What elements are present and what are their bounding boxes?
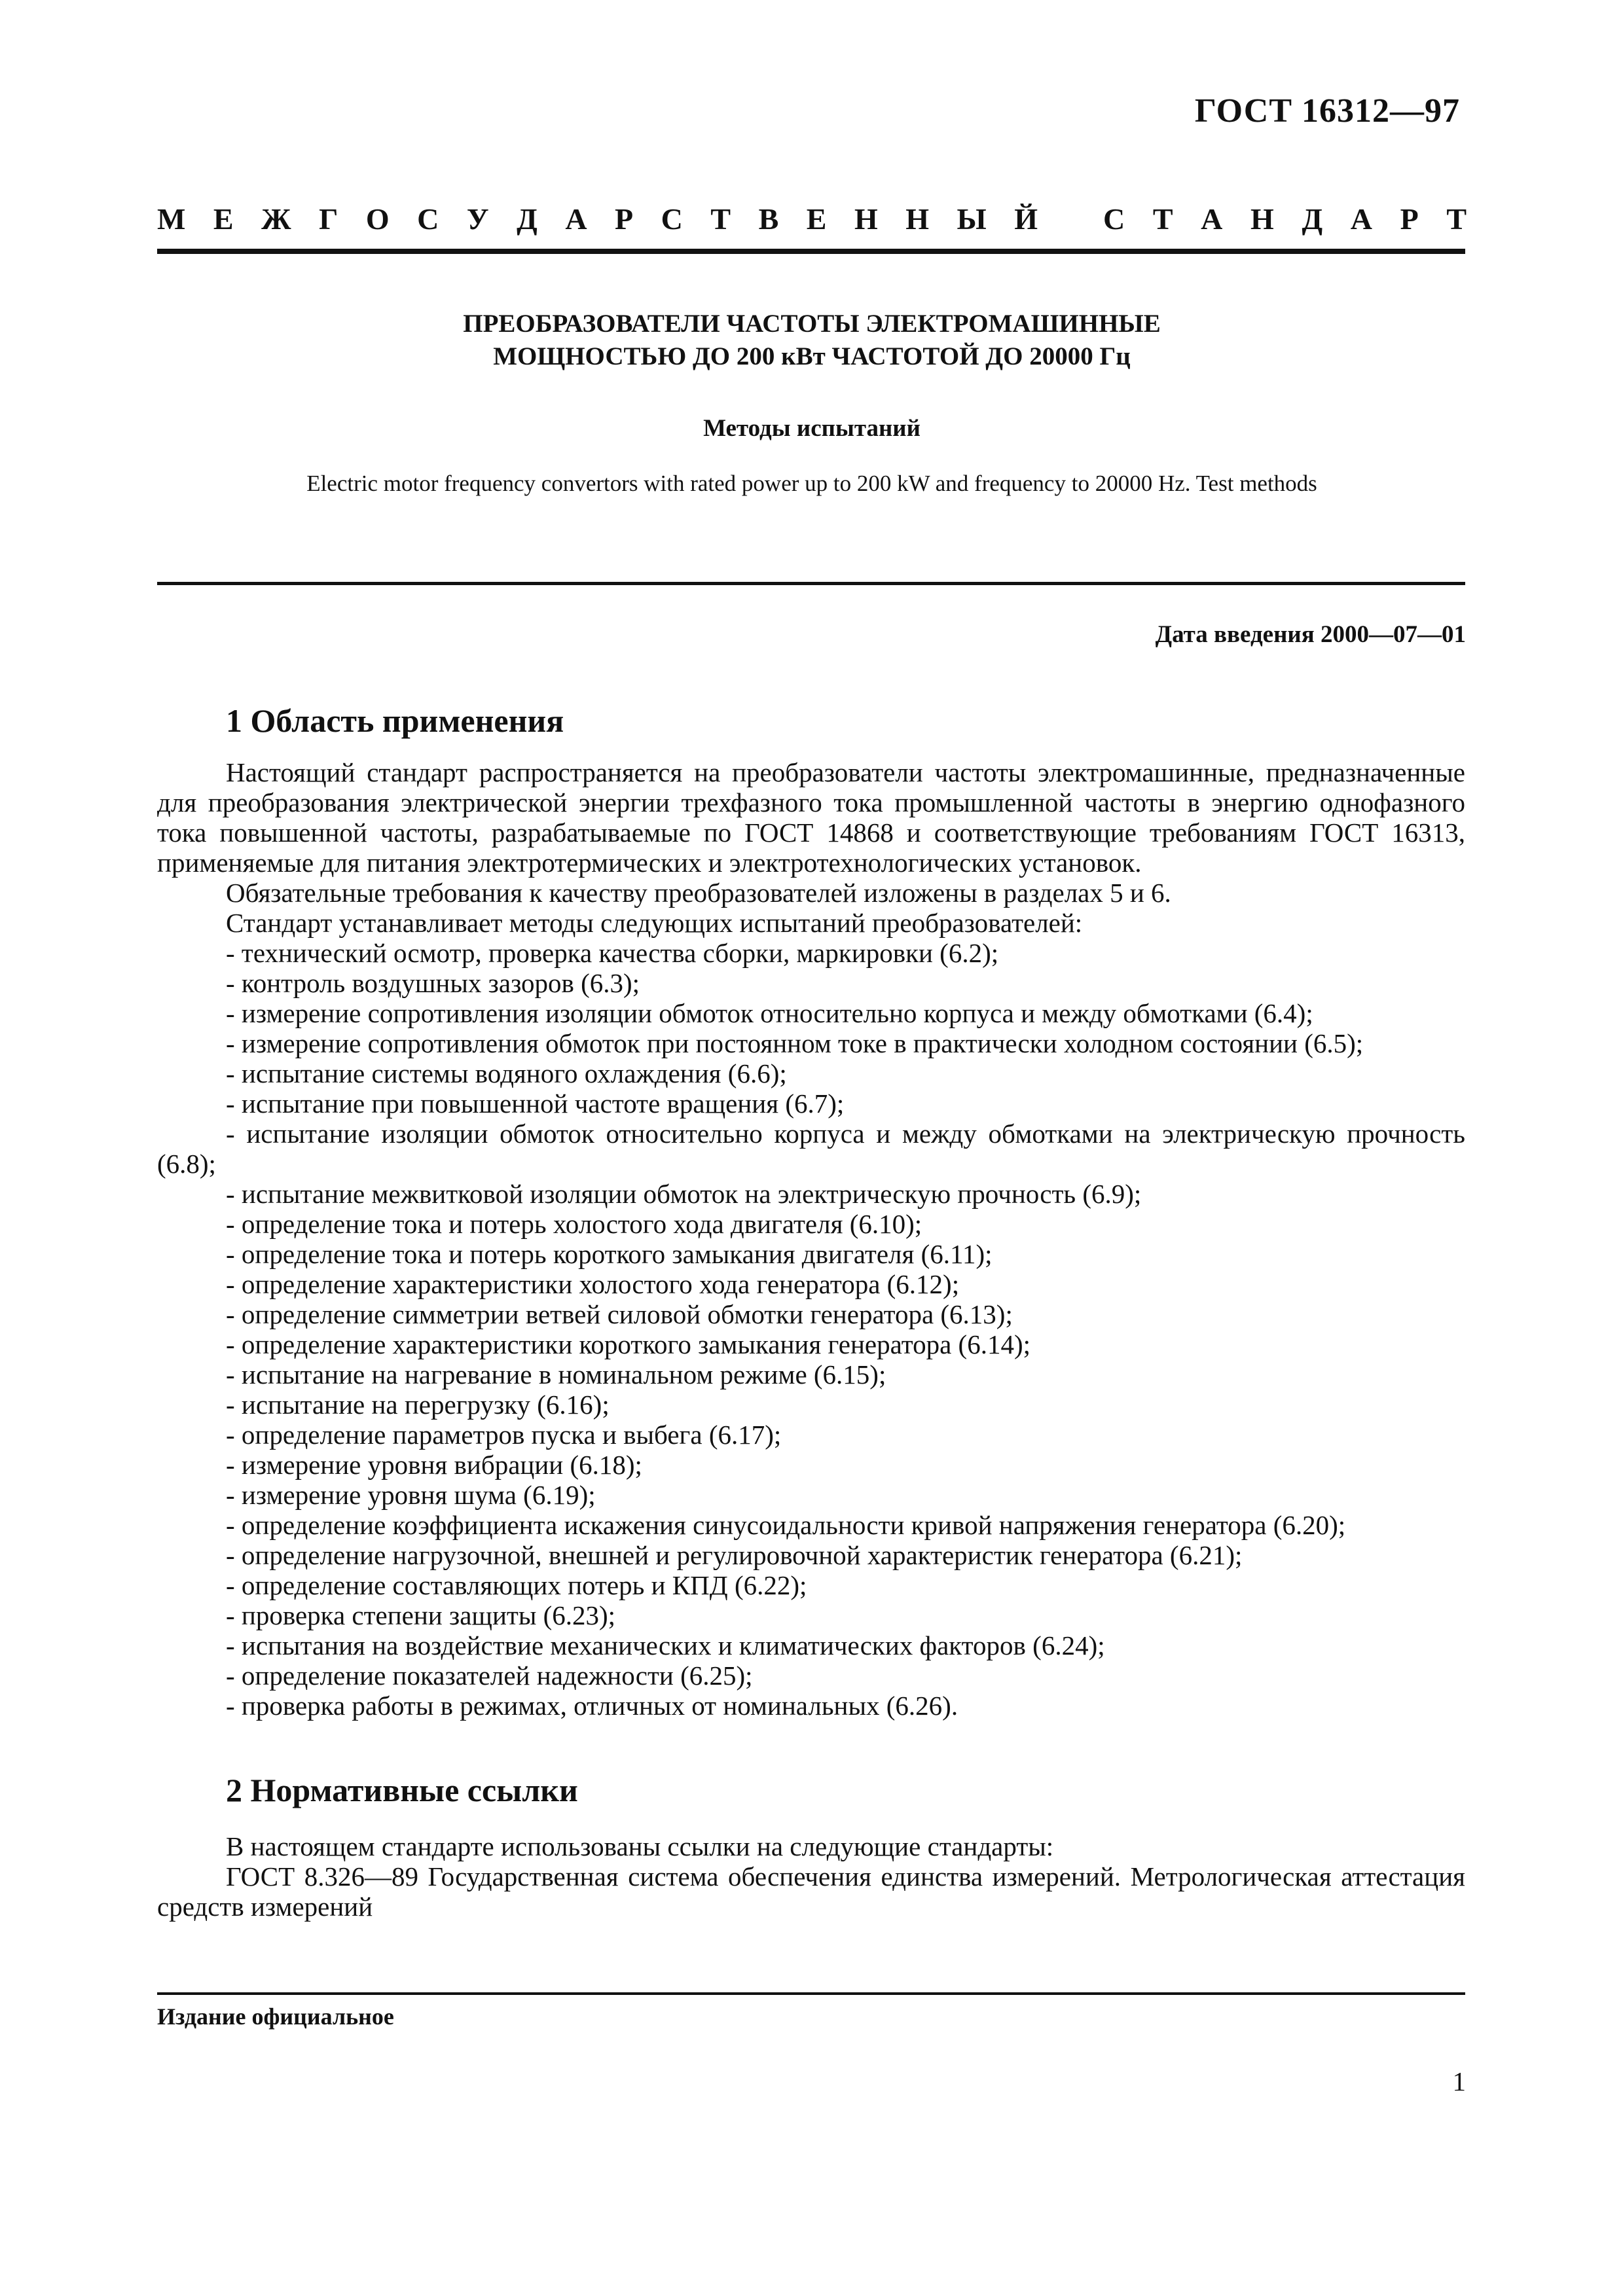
list-item: - определение тока и потерь короткого замыкания двигателя (6.11);	[226, 1239, 993, 1269]
list-item: - определение тока и потерь холостого хода двигателя (6.10);	[226, 1209, 922, 1239]
list-item: - испытания на воздействие механических и климатических факторов (6.24);	[226, 1630, 1105, 1660]
banner_word_2-letter: Д	[1302, 202, 1323, 236]
list-item: - определение характеристики холостого хода генератора (6.12);	[226, 1269, 960, 1299]
list-item: - испытание системы водяного охлаждения (6.6);	[226, 1058, 787, 1088]
list-item: - испытание изоляции обмоток относительно корпуса и между обмотками на электрическую прочность (6.8);	[157, 1119, 1465, 1179]
banner-word-interstate	[157, 202, 1038, 236]
list-item: - определение показателей надежности (6.25);	[226, 1660, 753, 1691]
banner_word_1-letter: Е	[806, 202, 827, 236]
title-line-2: МОЩНОСТЬЮ ДО 200 кВт ЧАСТОТОЙ ДО 20000 Гц	[493, 342, 1131, 370]
banner_word_1-letter: Ж	[261, 202, 291, 236]
footer-rule	[157, 1992, 1465, 1995]
list-item: - определение параметров пуска и выбега (6.17);	[226, 1420, 782, 1450]
banner_word_1-letter: Н	[905, 202, 930, 236]
list-item: - испытание при повышенной частоте вращения (6.7);	[226, 1088, 845, 1119]
section-1-heading: 1 Область применения	[226, 702, 564, 739]
document-code: ГОСТ 16312—97	[1194, 92, 1460, 130]
edition-label: Издание официальное	[157, 2003, 394, 2030]
list-item: - испытание на перегрузку (6.16);	[226, 1390, 610, 1420]
banner_word_1-letter: Г	[319, 202, 338, 236]
section-1-paragraph-methods: Стандарт устанавливает методы следующих испытаний преобразователей:	[226, 908, 1083, 938]
title-line-1: ПРЕОБРАЗОВАТЕЛИ ЧАСТОТЫ ЭЛЕКТРОМАШИННЫЕ	[463, 310, 1161, 338]
section-2-paragraph-intro: В настоящем стандарте использованы ссылки на следующие стандарты:	[226, 1831, 1054, 1861]
list-item: - измерение уровня шума (6.19);	[226, 1480, 596, 1510]
section-1-paragraph-requirements: Обязательные требования к качеству преобразователей изложены в разделах 5 и 6.	[226, 878, 1171, 908]
banner_word_2-letter: Р	[1400, 202, 1419, 236]
section-1-body	[157, 757, 1465, 1721]
banner_word_1-letter: Р	[615, 202, 634, 236]
section-1-paragraph-scope: Настоящий стандарт распространяется на преобразователи частоты электромашинные, предназначенные для преобразования электрической энергии трехфазного тока промышленной частоты в энергию однофазного тока повышенной частоты, разрабатываемые по ГОСТ 14868 и соответствующие требованиям ГОСТ 16313, применяемые для питания электротермических и электротехнологических установок.	[157, 757, 1465, 878]
section-2-reference-gost-8-326: ГОСТ 8.326—89 Государственная система обеспечения единства измерений. Метрологическая аттестация средств измерений	[157, 1861, 1465, 1922]
banner_word_1-letter: Й	[1014, 202, 1038, 236]
banner_word_1-letter: Д	[517, 202, 538, 236]
banner_word_2-letter: Т	[1446, 202, 1467, 236]
banner_word_2-letter: Т	[1152, 202, 1173, 236]
banner_word_1-letter: С	[417, 202, 439, 236]
list-item: - испытание на нагревание в номинальном режиме (6.15);	[226, 1359, 886, 1390]
banner_word_1-letter: О	[365, 202, 390, 236]
banner_word_1-letter: А	[565, 202, 587, 236]
list-item: - определение составляющих потерь и КПД (6.22);	[226, 1570, 807, 1600]
list-item: - проверка степени защиты (6.23);	[226, 1600, 616, 1630]
banner_word_1-letter: М	[157, 202, 186, 236]
list-item: - определение коэффициента искажения синусоидальности кривой напряжения генератора (6.20);	[226, 1510, 1346, 1540]
banner_word_1-letter: У	[466, 202, 489, 236]
list-item: - испытание межвитковой изоляции обмоток на электрическую прочность (6.9);	[226, 1179, 1142, 1209]
banner_word_1-letter: Н	[854, 202, 878, 236]
list-item: - определение характеристики короткого замыкания генератора (6.14);	[226, 1329, 1030, 1359]
list-item: - контроль воздушных зазоров (6.3);	[226, 968, 640, 998]
banner_word_2-letter: С	[1103, 202, 1125, 236]
page-number: 1	[1452, 2066, 1466, 2096]
list-item: - проверка работы в режимах, отличных от номинальных (6.26).	[226, 1691, 958, 1721]
banner_word_1-letter: С	[661, 202, 683, 236]
english-title: Electric motor frequency convertors with rated power up to 200 kW and frequency to 20000 Hz. Test methods	[306, 471, 1317, 496]
title-rule	[157, 582, 1465, 585]
list-item: - измерение сопротивления изоляции обмоток относительно корпуса и между обмотками (6.4);	[226, 998, 1313, 1028]
test-methods-list	[157, 938, 1465, 1721]
banner_word_2-letter: Н	[1250, 202, 1274, 236]
banner_word_2-letter: А	[1201, 202, 1223, 236]
list-item: - определение нагрузочной, внешней и регулировочной характеристик генератора (6.21);	[226, 1540, 1243, 1570]
list-item: - определение симметрии ветвей силовой обмотки генератора (6.13);	[226, 1299, 1013, 1329]
introduction-date: Дата введения 2000—07—01	[1155, 621, 1466, 648]
list-item: - измерение уровня вибрации (6.18);	[226, 1450, 642, 1480]
standard-banner	[157, 202, 1467, 236]
banner_word_1-letter: Т	[710, 202, 731, 236]
banner_word_1-letter: В	[758, 202, 779, 236]
list-item: - измерение сопротивления обмоток при постоянном токе в практически холодном состоянии (6.5);	[226, 1028, 1364, 1058]
section-2-body	[157, 1831, 1465, 1922]
banner_word_2-letter: А	[1350, 202, 1372, 236]
list-item: - технический осмотр, проверка качества сборки, маркировки (6.2);	[226, 938, 999, 968]
banner_word_1-letter: Ы	[957, 202, 987, 236]
document-subtitle: Методы испытаний	[703, 415, 921, 442]
section-2-heading: 2 Нормативные ссылки	[226, 1772, 578, 1808]
banner-word-standard	[1103, 202, 1467, 236]
banner_word_1-letter: Е	[213, 202, 234, 236]
header-rule	[157, 249, 1465, 254]
